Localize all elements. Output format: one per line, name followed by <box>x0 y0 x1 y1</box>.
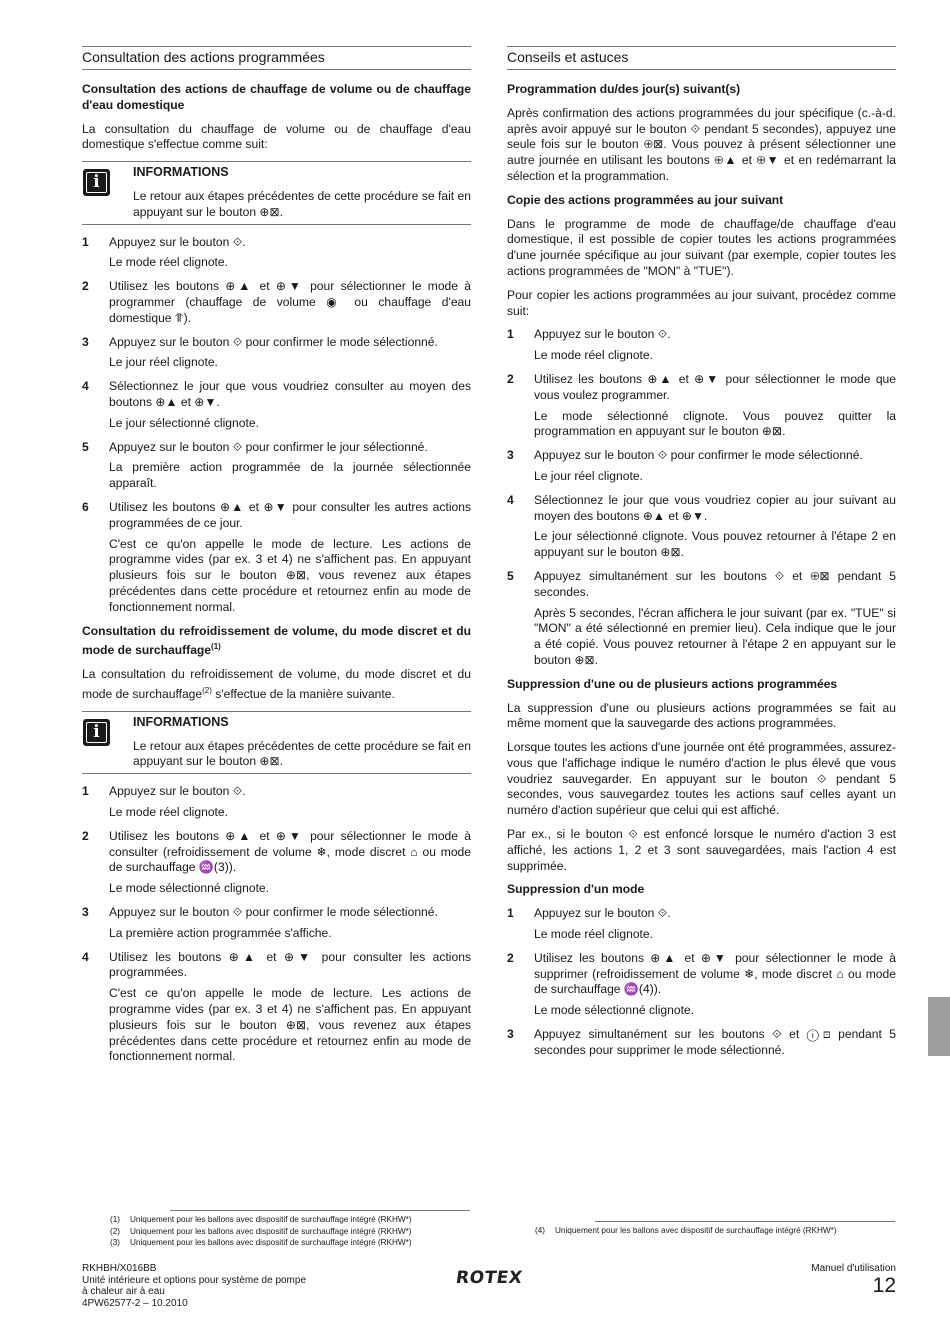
step-number: 1 <box>82 234 89 249</box>
step-item <box>82 235 471 272</box>
paragraph: Dans le programme de mode de chauffage/de chauffage d'eau domestique, il est possible de copier toutes les actions programmées d'une journée spécifique au jour suivant (par exemple, copier toutes les actions programmées de "MON" à "TUE"). <box>507 216 896 278</box>
paragraph: Par ex., si le bouton ⟐ est enfoncé lorsque le numéro d'action 3 est affiché, les actions 1, 2 et 3 sont sauvegardées, mais l'action 4 est supprimée. <box>507 827 896 873</box>
paragraph: Après confirmation des actions programmées du jour spécifique (c.-à-d. après avoir appuyé sur le bouton ⟐ pendant 5 secondes), appuyez une seule fois sur le bouton ⊕⊠. Vous pouvez à présent sélectionner une autre journée en utilisant les boutons ⊕▲ et ⊕▼ et en redémarrant la sélection et la programmation. <box>507 105 896 183</box>
step-number: 1 <box>507 327 514 342</box>
heading: Suppression d'un mode <box>507 882 645 897</box>
info-box <box>82 161 471 224</box>
info-text: Le retour aux étapes précédentes de cette procédure se fait en appuyant sur le bouton ⊕⊠. <box>133 738 471 769</box>
info-text: Le retour aux étapes précédentes de cette procédure se fait en appuyant sur le bouton ⊕⊠. <box>133 188 471 219</box>
document-reference: 4PW62577-2 – 10.2010 <box>82 1297 188 1309</box>
step-text: Appuyez sur le bouton ⟐ pour confirmer le jour sélectionné. <box>109 439 428 454</box>
step-text: Appuyez sur le bouton ⟐. <box>534 906 671 921</box>
paragraph: Lorsque toutes les actions d'une journée ont été programmées, assurez-vous que l'affichage indique le numéro d'action le plus élevé que vous voudriez sauvegarder. En appuyant sur le bouton ⟐ pendant 5 secondes, vous sauvegardez toutes les actions sauf celles ayant un numéro d'action supérieur que celui qui est affiché. <box>507 740 896 818</box>
info-title: INFORMATIONS <box>133 165 229 180</box>
paragraph: La suppression d'une ou plusieurs actions programmées se fait au même moment que la sauvegarde des actions programmées. <box>507 700 896 731</box>
step-text: Le jour sélectionné clignote. Vous pouvez retourner à l'étape 2 en appuyant sur le bouton ⊕⊠. <box>534 529 896 560</box>
step-item <box>82 279 471 326</box>
step-item <box>82 950 471 1066</box>
step-item <box>82 905 471 942</box>
step-text: Le mode sélectionné clignote. Vous pouvez quitter la programmation en appuyant sur le bouton ⊕⊠. <box>534 408 896 439</box>
right-column <box>507 46 896 1067</box>
step-number: 5 <box>82 439 89 454</box>
step-item <box>82 829 471 897</box>
heading: Consultation du refroidissement de volume, du mode discret et du mode de surchauffage$^{(1)}$ <box>82 623 471 658</box>
paragraph: Pour copier les actions programmées au jour suivant, procédez comme suit: <box>507 287 896 318</box>
heading: Suppression d'une ou de plusieurs actions programmées <box>507 676 838 691</box>
step-text: Appuyez sur le bouton ⟐ pour confirmer le mode sélectionné. <box>109 904 438 919</box>
step-number: 1 <box>507 906 514 921</box>
step-text: Appuyez sur le bouton ⟐ pour confirmer le mode sélectionné. <box>109 334 438 349</box>
step-text: C'est ce qu'on appelle le mode de lecture. Les actions de programme vides (par ex. 3 et 4) ne s'affichent pas. En appuyant plusieurs fois sur le bouton ⊕⊠, vous revenez aux étapes précédentes dans cette procédure et retournez enfin au mode de fonctionnement normal. <box>109 986 471 1064</box>
info-title: INFORMATIONS <box>133 714 229 729</box>
step-text: Sélectionnez le jour que vous voudriez copier au jour suivant au moyen des boutons ⊕▲ et ⊕▼. <box>534 492 896 523</box>
step-text: Utilisez les boutons ⊕▲ et ⊕▼ pour sélectionner le mode à programmer (chauffage de volume ◉ ou chauffage d'eau domestique ⥣). <box>109 279 471 325</box>
footnote: (3) Uniquement pour les ballons avec dispositif de surchauffage intégré (RKHW*) <box>110 1238 412 1247</box>
step-number: 2 <box>82 828 89 843</box>
step-text: Appuyez simultanément sur les boutons ⟐ et ⓘ⊡ pendant 5 secondes pour supprimer le mode sélectionné. <box>534 1027 896 1057</box>
step-number: 2 <box>507 950 514 965</box>
step-text: Appuyez sur le bouton ⟐ pour confirmer le mode sélectionné. <box>534 448 863 463</box>
step-text: Le jour sélectionné clignote. <box>109 415 259 430</box>
step-number: 3 <box>507 448 514 463</box>
step-text: Appuyez sur le bouton ⟐. <box>109 784 246 799</box>
step-list <box>507 327 896 668</box>
step-item <box>82 440 471 492</box>
info-box <box>82 711 471 774</box>
step-text: Appuyez sur le bouton ⟐. <box>534 327 671 342</box>
step-number: 6 <box>82 499 89 514</box>
step-text: Le jour réel clignote. <box>109 355 218 370</box>
step-number: 2 <box>82 279 89 294</box>
step-text: Utilisez les boutons ⊕▲ et ⊕▼ pour sélectionner le mode à consulter (refroidissement de volume ❄, mode discret ⌂ ou mode de surchauffage ♒(3)). <box>109 828 471 875</box>
step-text: La première action programmée de la journée sélectionnée apparaît. <box>109 460 471 491</box>
step-text: Le mode réel clignote. <box>109 255 228 270</box>
paragraph: La consultation du chauffage de volume ou de chauffage d'eau domestique s'effectue comme suit: <box>82 121 471 152</box>
left-column <box>82 46 471 1073</box>
rotex-logo: ROTEX <box>454 1268 524 1288</box>
paragraph: La consultation du refroidissement de volume, du mode discret et du mode de surchauffage$^{(2)}$ s'effectue de la manière suivante. <box>82 667 471 701</box>
footnote: (4) Uniquement pour les ballons avec dispositif de surchauffage intégré (RKHW*) <box>535 1226 837 1235</box>
step-item <box>507 372 896 440</box>
page-number: 12 <box>872 1274 896 1297</box>
footnote: (1) Uniquement pour les ballons avec dispositif de surchauffage intégré (RKHW*) <box>110 1215 412 1224</box>
step-text: Utilisez les boutons ⊕▲ et ⊕▼ pour consulter les actions programmées. <box>109 949 471 980</box>
section-tab <box>928 997 950 1056</box>
heading: Copie des actions programmées au jour suivant <box>507 192 784 207</box>
step-item <box>82 784 471 821</box>
step-list <box>507 906 896 1058</box>
section-title: Consultation des actions programmées <box>82 46 471 70</box>
step-text: Utilisez les boutons ⊕▲ et ⊕▼ pour sélectionner le mode à supprimer (refroidissement de volume ❄, mode discret ⌂ ou mode de surchauffage ♒(4)). <box>534 950 896 997</box>
step-item <box>507 327 896 364</box>
step-item <box>82 500 471 616</box>
step-number: 5 <box>507 568 514 583</box>
step-number: 4 <box>82 379 89 394</box>
step-text: Utilisez les boutons ⊕▲ et ⊕▼ pour sélectionner le mode que vous voulez programmer. <box>534 371 896 402</box>
step-number: 1 <box>82 784 89 799</box>
step-number: 3 <box>507 1027 514 1042</box>
heading: Consultation des actions de chauffage de volume ou de chauffage d'eau domestique <box>82 82 471 112</box>
step-list <box>82 784 471 1065</box>
step-number: 2 <box>507 371 514 386</box>
step-item <box>507 493 896 561</box>
info-icon: i <box>83 169 110 196</box>
heading: Programmation du/des jour(s) suivant(s) <box>507 82 741 96</box>
footnote: (2) Uniquement pour les ballons avec dispositif de surchauffage intégré (RKHW*) <box>110 1226 412 1236</box>
step-number: 4 <box>507 492 514 507</box>
section-title: Conseils et astuces <box>507 46 896 70</box>
step-item <box>507 448 896 485</box>
footer-left <box>82 1263 306 1309</box>
step-text: Le mode réel clignote. <box>109 804 228 819</box>
step-text: Le mode réel clignote. <box>534 348 653 363</box>
step-text: Le jour réel clignote. <box>534 468 643 483</box>
footnotes-right <box>535 1221 895 1237</box>
step-text: Sélectionnez le jour que vous voudriez consulter au moyen des boutons ⊕▲ et ⊕▼. <box>109 379 471 409</box>
step-text: Appuyez sur le bouton ⟐. <box>109 234 246 249</box>
step-text: Le mode sélectionné clignote. <box>109 881 270 896</box>
step-item <box>82 379 471 431</box>
step-text: Utilisez les boutons ⊕▲ et ⊕▼ pour consulter les autres actions programmées de ce jour. <box>109 499 471 530</box>
footnotes-left <box>110 1210 470 1249</box>
product-description: à chaleur air à eau <box>82 1286 165 1297</box>
step-number: 3 <box>82 904 89 919</box>
step-text: Le mode sélectionné clignote. <box>534 1003 695 1018</box>
step-list <box>82 235 471 616</box>
model-code: RKHBH/X016BB <box>82 1263 157 1274</box>
step-text: Appuyez simultanément sur les boutons ⟐ et ⊕⊠ pendant 5 secondes. <box>534 568 896 599</box>
manual-label: Manuel d'utilisation <box>811 1263 896 1274</box>
step-text: C'est ce qu'on appelle le mode de lecture. Les actions de programme vides (par ex. 3 et 4) ne s'affichent pas. En appuyant plusieurs fois sur le bouton ⊕⊠, vous revenez aux étapes précédentes dans cette procédure et retournez enfin au mode de fonctionnement normal. <box>109 536 471 614</box>
info-icon: i <box>83 719 110 746</box>
product-description: Unité intérieure et options pour système de pompe <box>82 1274 307 1286</box>
step-item <box>507 906 896 943</box>
step-item <box>82 335 471 372</box>
step-text: Après 5 secondes, l'écran affichera le jour suivant (par ex. "TUE" si "MON" a été sélectionné en premier lieu). Cela indique que le jour a été copié. Vous pouvez retourner à l'étape 2 en appuyant sur le bouton ⊕⊠. <box>534 605 896 667</box>
step-text: Le mode réel clignote. <box>534 927 653 942</box>
step-number: 3 <box>82 334 89 349</box>
step-item <box>507 951 896 1019</box>
step-number: 4 <box>82 949 89 964</box>
step-item <box>507 569 896 669</box>
step-item <box>507 1027 896 1059</box>
step-text: La première action programmée s'affiche. <box>109 925 332 940</box>
